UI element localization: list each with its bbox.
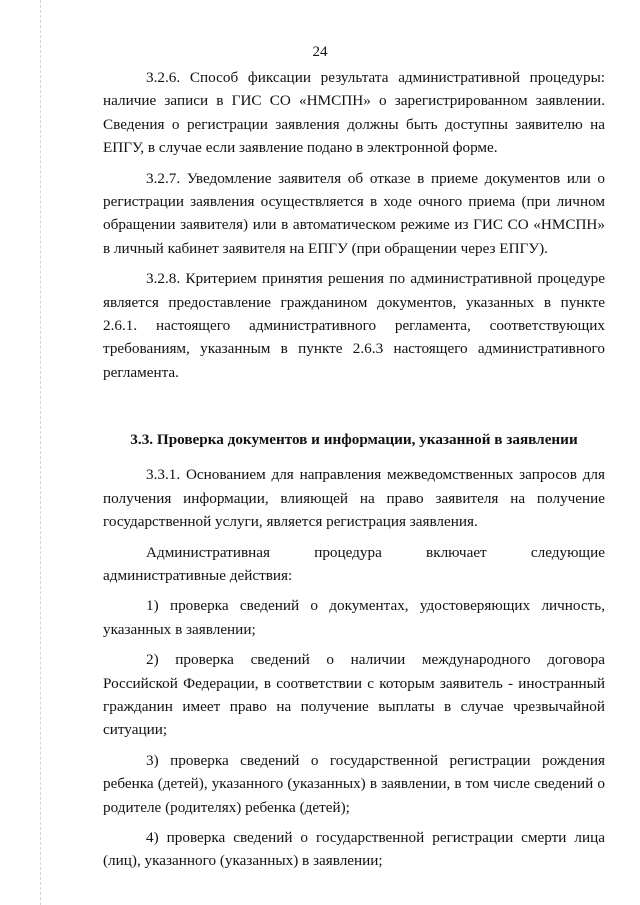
- binding-edge: [40, 0, 41, 905]
- list-item-3: 3) проверка сведений о государственной регистрации рождения ребенка (детей), указанного (указанных) в заявлении, в том числе сведений о родителе (родителях) ребенка (детей);: [103, 751, 605, 816]
- document-body: [103, 66, 605, 880]
- paragraph-3-2-8: 3.2.8. Критерием принятия решения по административной процедуре является предоставление гражданином документов, указанных в пункте 2.6.1. настоящего административного регламента, соответствующих требованиям, указанным в пункте 2.6.3 настоящего административного регламента.: [103, 270, 605, 381]
- paragraph-3-3-1: 3.3.1. Основанием для направления межведомственных запросов для получения информации, влияющей на право заявителя на получение государственной услуги, является регистрация заявления.: [103, 466, 605, 531]
- section-heading-3-3: 3.3. Проверка документов и информации, указанной в заявлении: [130, 431, 578, 449]
- paragraph-3-2-6: 3.2.6. Способ фиксации результата административной процедуры: наличие записи в ГИС СО «НМСПН» о зарегистрированном заявлении. Сведения о регистрации заявления должны быть доступны заявителю на ЕПГУ, в случае если заявление подано в электронной форме.: [103, 69, 605, 157]
- list-item-1: 1) проверка сведений о документах, удостоверяющих личность, указанных в заявлении;: [103, 597, 605, 638]
- list-item-4: 4) проверка сведений о государственной регистрации смерти лица (лиц), указанного (указанных) в заявлении;: [103, 828, 605, 870]
- page-number: 24: [312, 44, 328, 60]
- paragraph-3-2-7: 3.2.7. Уведомление заявителя об отказе в приеме документов или о регистрации заявления осуществляется в ходе очного приема (при личном обращении заявителя) или в автоматическом режиме из ГИС СО «НМСПН» в личный кабинет заявителя на ЕПГУ (при обращении через ЕПГУ).: [103, 169, 605, 257]
- list-item-2: 2) проверка сведений о наличии международного договора Российской Федерации, в соответствии с которым заявитель - иностранный гражданин имеет право на получение выплаты в случае чрезвычайной ситуации;: [103, 651, 605, 739]
- paragraph-actions-intro: Административная процедура включает следующие административные действия:: [103, 543, 605, 584]
